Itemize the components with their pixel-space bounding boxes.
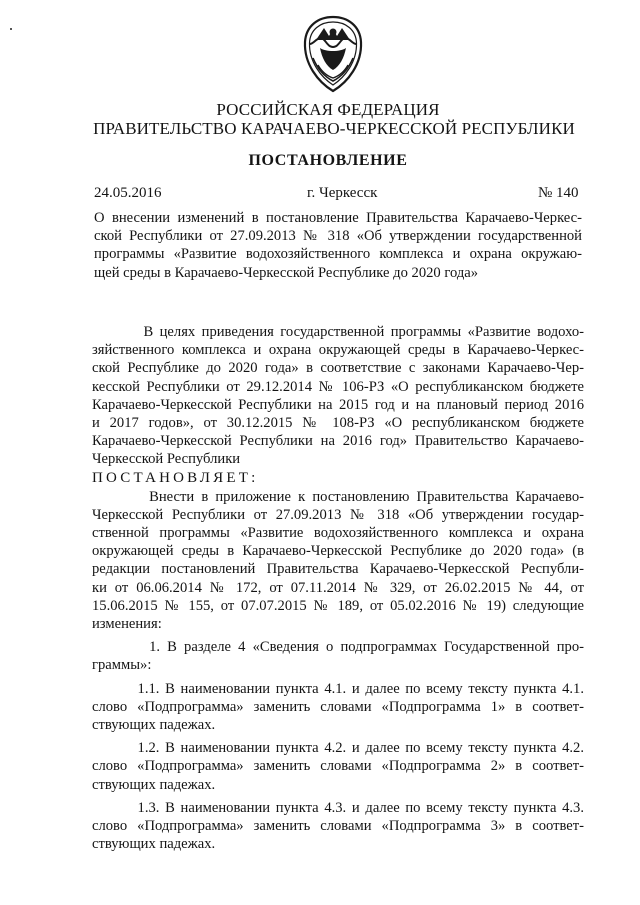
body-line: 1. В разделе 4 «Сведения о подпрограммах Государственной про- — [92, 639, 584, 656]
body-line: слово «Подпрограмма» заменить словами «Подпрограмма 1» в соответ- — [92, 698, 584, 715]
body-line: ствующих падежах. — [92, 717, 216, 734]
document-subject — [94, 209, 582, 282]
document-type-title: ПОСТАНОВЛЕНИЕ — [248, 152, 408, 169]
body-line: Черкесской Республики от 27.09.2013 № 318 «Об утверждении государ- — [92, 506, 584, 523]
document-date: 24.05.2016 — [94, 185, 162, 201]
body-line: ствующих падежах. — [92, 836, 216, 853]
resolves-heading: ПОСТАНОВЛЯЕТ: — [92, 469, 259, 486]
item-1-paragraph — [92, 638, 584, 674]
coat-of-arms-icon — [300, 14, 366, 94]
item-1-2-paragraph — [92, 739, 584, 794]
body-line: граммы»: — [92, 657, 152, 674]
body-line: 15.06.2015 № 155, от 07.07.2015 № 189, от 05.02.2016 № 19) следующие — [92, 597, 584, 614]
scan-speck — [10, 28, 12, 30]
body-line: Карачаево-Черкесской Республики на 2015 год и на плановый период 2016 — [92, 396, 584, 413]
document-number: № 140 — [538, 185, 579, 201]
body-line: Внести в приложение к постановлению Правительства Карачаево- — [92, 488, 584, 505]
body-line: ской Республике до 2020 года» в соответствие с законами Карачаево-Чер- — [92, 360, 584, 377]
subject-line: О внесении изменений в постановление Правительства Карачаево-Черкес- — [94, 210, 582, 226]
subject-line: программы «Развитие водохозяйственного комплекса и охрана окружаю- — [94, 246, 582, 263]
document-city: г. Черкесск — [307, 185, 378, 201]
body-line: изменения: — [92, 616, 162, 633]
body-line: 1.3. В наименовании пункта 4.3. и далее по всему тексту пункта 4.3. — [92, 799, 584, 816]
body-line: ки от 06.06.2014 № 172, от 07.11.2014 № 329, от 26.02.2015 № 44, от — [92, 579, 584, 596]
body-line: слово «Подпрограмма» заменить словами «Подпрограмма 3» в соответ- — [92, 818, 584, 835]
subject-line: щей среды в Карачаево-Черкесской Республике до 2020 года» — [94, 264, 479, 281]
body-line: зяйственного комплекса и охрана окружающей среды в Карачаево-Черкес- — [92, 342, 584, 359]
document-body — [92, 323, 584, 853]
body-line: Карачаево-Черкесской Республики на 2016 год» Правительство Карачаево- — [92, 433, 584, 450]
country-name: РОССИЙСКАЯ ФЕДЕРАЦИЯ — [216, 100, 440, 119]
main-paragraph — [92, 488, 584, 634]
government-name: ПРАВИТЕЛЬСТВО КАРАЧАЕВО-ЧЕРКЕССКОЙ РЕСПУБЛИКИ — [93, 119, 575, 138]
body-line: кесской Республики от 29.12.2014 № 106-РЗ «О республиканском бюджете — [92, 378, 584, 395]
body-line: 1.2. В наименовании пункта 4.2. и далее по всему тексту пункта 4.2. — [92, 740, 584, 757]
body-line: редакции постановлений Правительства Карачаево-Черкесской Республи- — [92, 561, 584, 578]
body-line: Черкесской Республики — [92, 451, 241, 468]
item-1-3-paragraph — [92, 799, 584, 854]
body-line: окружающей среды в Карачаево-Черкесской Республике до 2020 года» (в — [92, 543, 584, 560]
item-1-1-paragraph — [92, 680, 584, 735]
preamble-paragraph — [92, 323, 584, 469]
body-line: ствующих падежах. — [92, 776, 216, 793]
body-line: слово «Подпрограмма» заменить словами «Подпрограмма 2» в соответ- — [92, 758, 584, 775]
body-line: ственной программы «Развитие водохозяйственного комплекса и охрана — [92, 525, 584, 542]
body-line: 1.1. В наименовании пункта 4.1. и далее по всему тексту пункта 4.1. — [92, 680, 584, 697]
subject-line: ской Республики от 27.09.2013 № 318 «Об утверждении государственной — [94, 228, 582, 245]
body-line: и 2017 годов», от 30.12.2015 № 108-РЗ «О республиканском бюджете — [92, 415, 584, 432]
body-line: В целях приведения государственной программы «Развитие водохо- — [92, 324, 584, 340]
